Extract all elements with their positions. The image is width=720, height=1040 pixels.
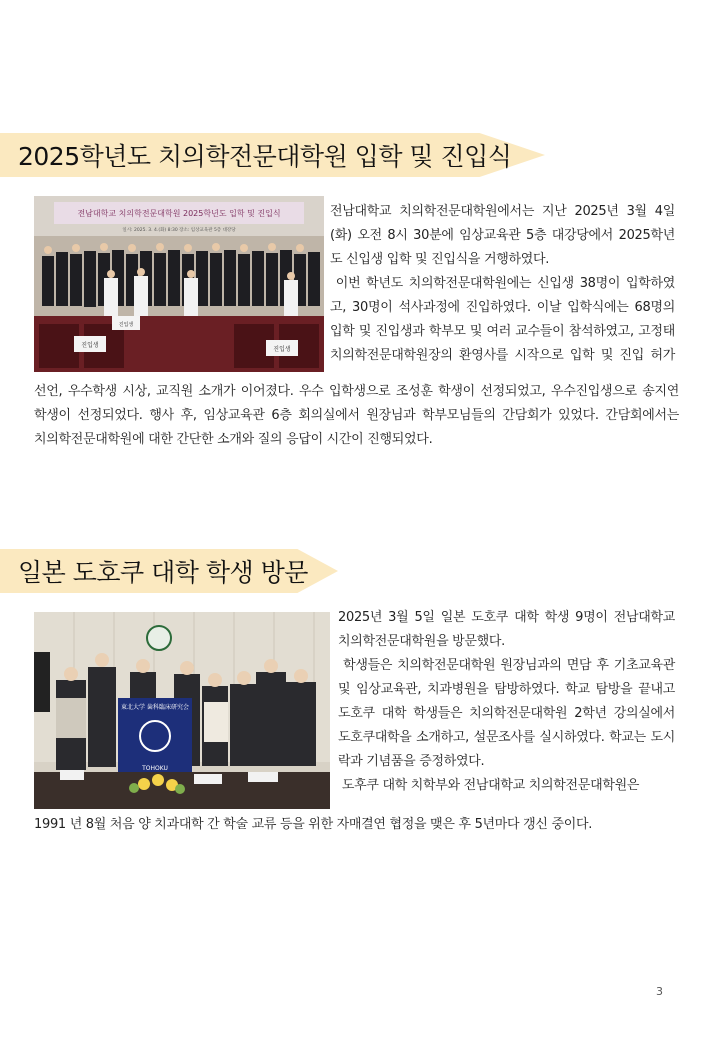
section1-line-6: 입학 및 진입생과 학부모 및 여러 교수들이 참석하였고, 고정태 [330, 324, 675, 339]
section2-line-5: 도호쿠 대학 학생들은 치의학전문대학원 2학년 강의실에서 [338, 706, 675, 721]
section1-line-3: 도 신입생 입학 및 진입식을 거행하였다. [330, 252, 550, 267]
flag-text-2: TOHOKU [142, 765, 168, 772]
flag-text-1: 東北大学 歯科臨床研究会 [121, 704, 189, 711]
section1-full-line-2: 학생이 선정되었다. 행사 후, 임상교육관 6층 회의실에서 원장님과 학부모님들의 간담회가 있었다. 간담회에서는 [34, 408, 679, 423]
section2-full-line-1: 1991 년 8월 처음 양 치과대학 간 학술 교류 등을 위한 자매결연 협정을 맺은 후 5년마다 갱신 중이다. [34, 817, 593, 832]
section1-photo [34, 196, 324, 372]
section1-line-4: 이번 학년도 치의학전문대학원에는 신입생 38명이 입학하였 [330, 276, 675, 291]
section1-full-line-1: 선언, 우수학생 시상, 교직원 소개가 이어졌다. 우수 입학생으로 조성훈 학생이 선정되었고, 우수진입생으로 송지연 [34, 384, 679, 399]
photo-sign-2: 진입생 [118, 322, 134, 328]
section2-photo [34, 612, 330, 809]
section1-line-7: 치의학전문대학원장의 환영사를 시작으로 입학 및 진입 허가 [330, 348, 675, 363]
section1-line-1: 전남대학교 치의학전문대학원에서는 지난 2025년 3월 4일 [330, 204, 675, 219]
section2-full-text [34, 813, 679, 837]
section1-title: 2025학년도 치의학전문대학원 입학 및 진입식 [18, 142, 512, 171]
section2-line-6: 도호쿠대학을 소개하고, 설문조사를 실시하였다. 학교는 도시 [338, 730, 675, 745]
photo-banner-text: 전남대학교 치의학전문대학원 2025학년도 입학 및 진입식 [77, 209, 281, 218]
section2-line-8: 도후쿠 대학 치학부와 전남대학교 치의학전문대학원은 [338, 778, 640, 793]
section2-line-7: 락과 기념품을 증정하였다. [338, 754, 485, 769]
section2-line-1: 2025년 3월 5일 일본 도호쿠 대학 학생 9명이 전남대학교 [338, 610, 675, 625]
photo-caption-text: 일시: 2025. 3. 4.(화) 8:30 장소: 임상교육관 5층 대강당 [122, 228, 236, 233]
section1-full-text [34, 380, 679, 452]
section1-line-5: 고, 30명이 석사과정에 진입하였다. 이날 입학식에는 68명의 [330, 300, 675, 315]
section1-full-line-3: 치의학전문대학원에 대한 간단한 소개와 질의 응답이 시간이 진행되었다. [34, 432, 433, 447]
section2-title: 일본 도호쿠 대학 학생 방문 [18, 558, 308, 587]
section1-title-banner [0, 133, 545, 177]
section2-line-4: 및 임상교육관, 치과병원을 탐방하였다. 학교 탐방을 끝내고 [338, 682, 675, 697]
section2-side-text [338, 606, 675, 798]
section2-line-2: 치의학전문대학원을 방문했다. [338, 634, 506, 649]
photo-sign-1: 진입생 [81, 342, 99, 349]
section1-line-2: (화) 오전 8시 30분에 임상교육관 5층 대강당에서 2025학년 [330, 228, 675, 243]
section1-side-text [330, 200, 675, 368]
page-number: 3 [656, 985, 663, 998]
section2-line-3: 학생들은 치의학전문대학원 원장님과의 면담 후 기초교육관 [338, 658, 675, 673]
photo-sign-3: 진입생 [273, 346, 291, 353]
section2-title-banner [0, 549, 338, 593]
